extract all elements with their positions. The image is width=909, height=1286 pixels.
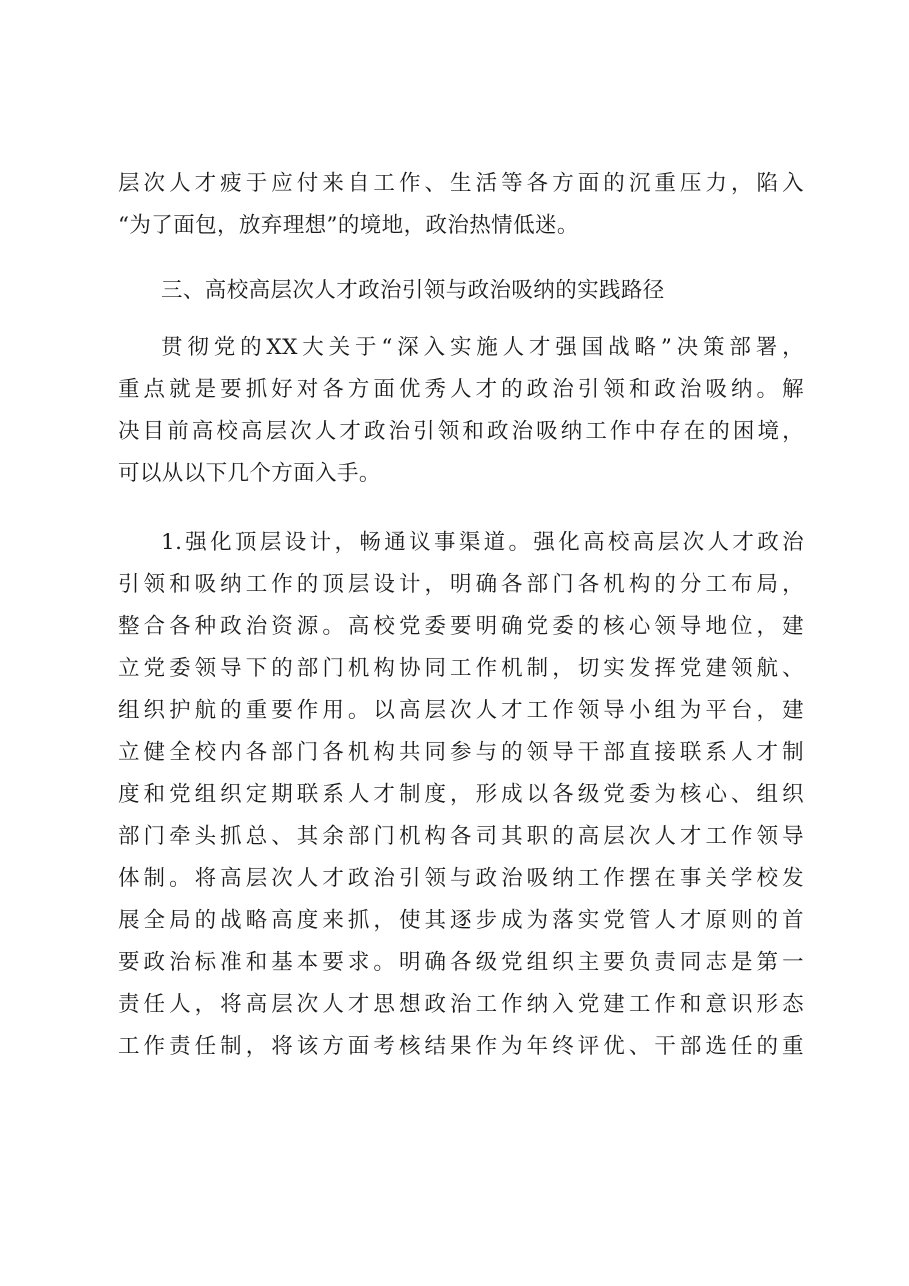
text-line: 体制。将高层次人才政治引领与政治吸纳工作摆在事关学校发 <box>118 866 804 891</box>
text-line: 责任人，将高层次人才思想政治工作纳入党建工作和意识形态 <box>118 992 804 1017</box>
text-line: 可以从以下几个方面入手。 <box>118 461 381 486</box>
text-line: “为了面包，放弃理想”的境地，政治热情低迷。 <box>118 213 579 238</box>
text-line: 立党委领导下的部门机构协同工作机制，切实发挥党建领航、 <box>118 656 804 681</box>
text-line: 决目前高校高层次人才政治引领和政治吸纳工作中存在的困境， <box>118 419 804 444</box>
text-line: 部门牵头抓总、其余部门机构各司其职的高层次人才工作领导 <box>118 824 804 849</box>
heading-line: 三、高校高层次人才政治引领与政治吸纳的实践路径 <box>161 278 665 303</box>
text-line: 引领和吸纳工作的顶层设计，明确各部门各机构的分工布局， <box>118 572 804 597</box>
text-line: 贯彻党的XX大关于“深入实施人才强国战略”决策部署， <box>161 335 804 360</box>
paragraph-intro <box>118 327 804 495</box>
text-line: 度和党组织定期联系人才制度，形成以各级党委为核心、组织 <box>118 782 804 807</box>
text-line: 重点就是要抓好对各方面优秀人才的政治引领和政治吸纳。解 <box>118 377 804 402</box>
paragraph-continuation <box>118 163 804 247</box>
paragraph-point-1 <box>118 522 804 1068</box>
text-line: 要政治标准和基本要求。明确各级党组织主要负责同志是第一 <box>118 950 804 975</box>
text-line: 1.强化顶层设计，畅通议事渠道。强化高校高层次人才政治 <box>161 530 804 555</box>
text-line: 组织护航的重要作用。以高层次人才工作领导小组为平台，建 <box>118 698 804 723</box>
text-line: 立健全校内各部门各机构共同参与的领导干部直接联系人才制 <box>118 740 804 765</box>
text-line: 工作责任制，将该方面考核结果作为年终评优、干部选任的重 <box>118 1034 804 1059</box>
text-line: 展全局的战略高度来抓，使其逐步成为落实党管人才原则的首 <box>118 908 804 933</box>
section-heading <box>118 270 804 312</box>
text-line: 层次人才疲于应付来自工作、生活等各方面的沉重压力，陷入 <box>118 171 804 196</box>
text-line: 整合各种政治资源。高校党委要明确党委的核心领导地位，建 <box>118 614 804 639</box>
